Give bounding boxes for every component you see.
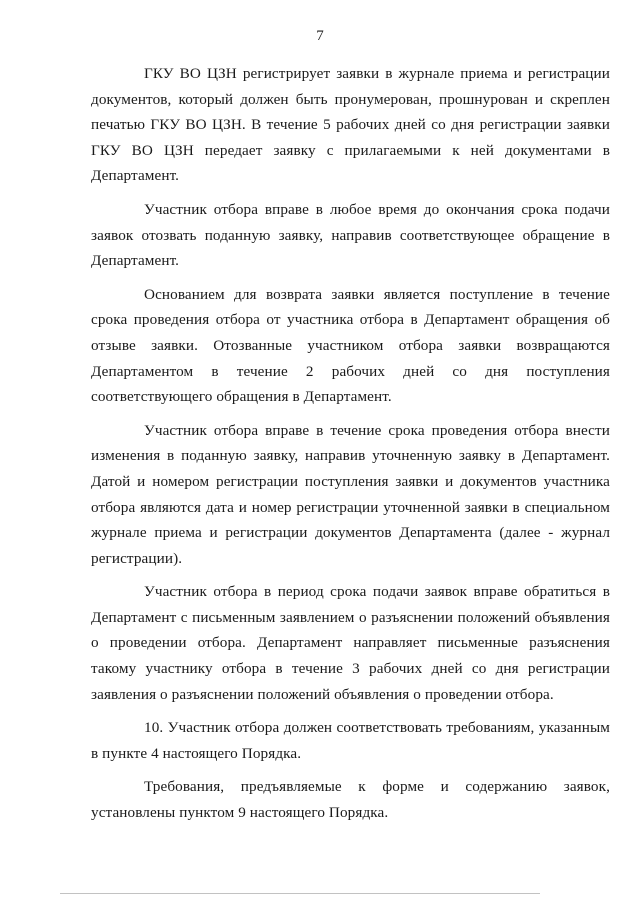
paragraph-requirements-10: 10. Участник отбора должен соответствовать требованиям, указанным в пункте 4 настоящего Порядка. — [91, 719, 610, 762]
paragraph-clarification: Участник отбора в период срока подачи заявок вправе обратиться в Департамент с письменным заявлением о разъяснении положений объявления о проведении отбора. Департамент направляет письменные разъяснения такому участнику отбора в течение 3 рабочих дней со дня регистрации заявления о разъяснении положений объявления о проведении отбора. — [91, 583, 610, 703]
paragraph-return-basis: Основанием для возврата заявки является поступление в течение срока проведения отбора от участника отбора в Департамент обращения об отзыве заявки. Отозванные участником отбора заявки возвращаются Департаментом в течение 2 рабочих дней со дня поступления соответствующего обращения в Департамент. — [91, 285, 610, 406]
paragraph-withdrawal-right: Участник отбора вправе в любое время до окончания срока подачи заявок отозвать поданную заявку, направив соответствующее обращение в Департамент. — [91, 200, 610, 270]
paragraph-form-requirements: Требования, предъявляемые к форме и содержанию заявок, установлены пунктом 9 настоящего Порядка. — [91, 778, 610, 822]
page-number: 7 — [316, 28, 324, 44]
paragraph-amendments: Участник отбора вправе в течение срока проведения отбора внести изменения в поданную заявку, направив уточненную заявку в Департамент. Датой и номером регистрации поступления заявки и документов участника отбора являются дата и номер регистрации уточненной заявки в специальном журнале приема и регистрации документов Департамента (далее - журнал регистрации). — [91, 421, 610, 567]
document-body — [91, 61, 610, 834]
paragraph-registration: ГКУ ВО ЦЗН регистрирует заявки в журнале приема и регистрации документов, который должен быть пронумерован, прошнурован и скреплен печатью ГКУ ВО ЦЗН. В течение 5 рабочих дней со дня регистрации заявки ГКУ ВО ЦЗН передает заявку с прилагаемыми к ней документами в Департамент. — [91, 65, 610, 185]
bottom-divider — [60, 893, 540, 894]
